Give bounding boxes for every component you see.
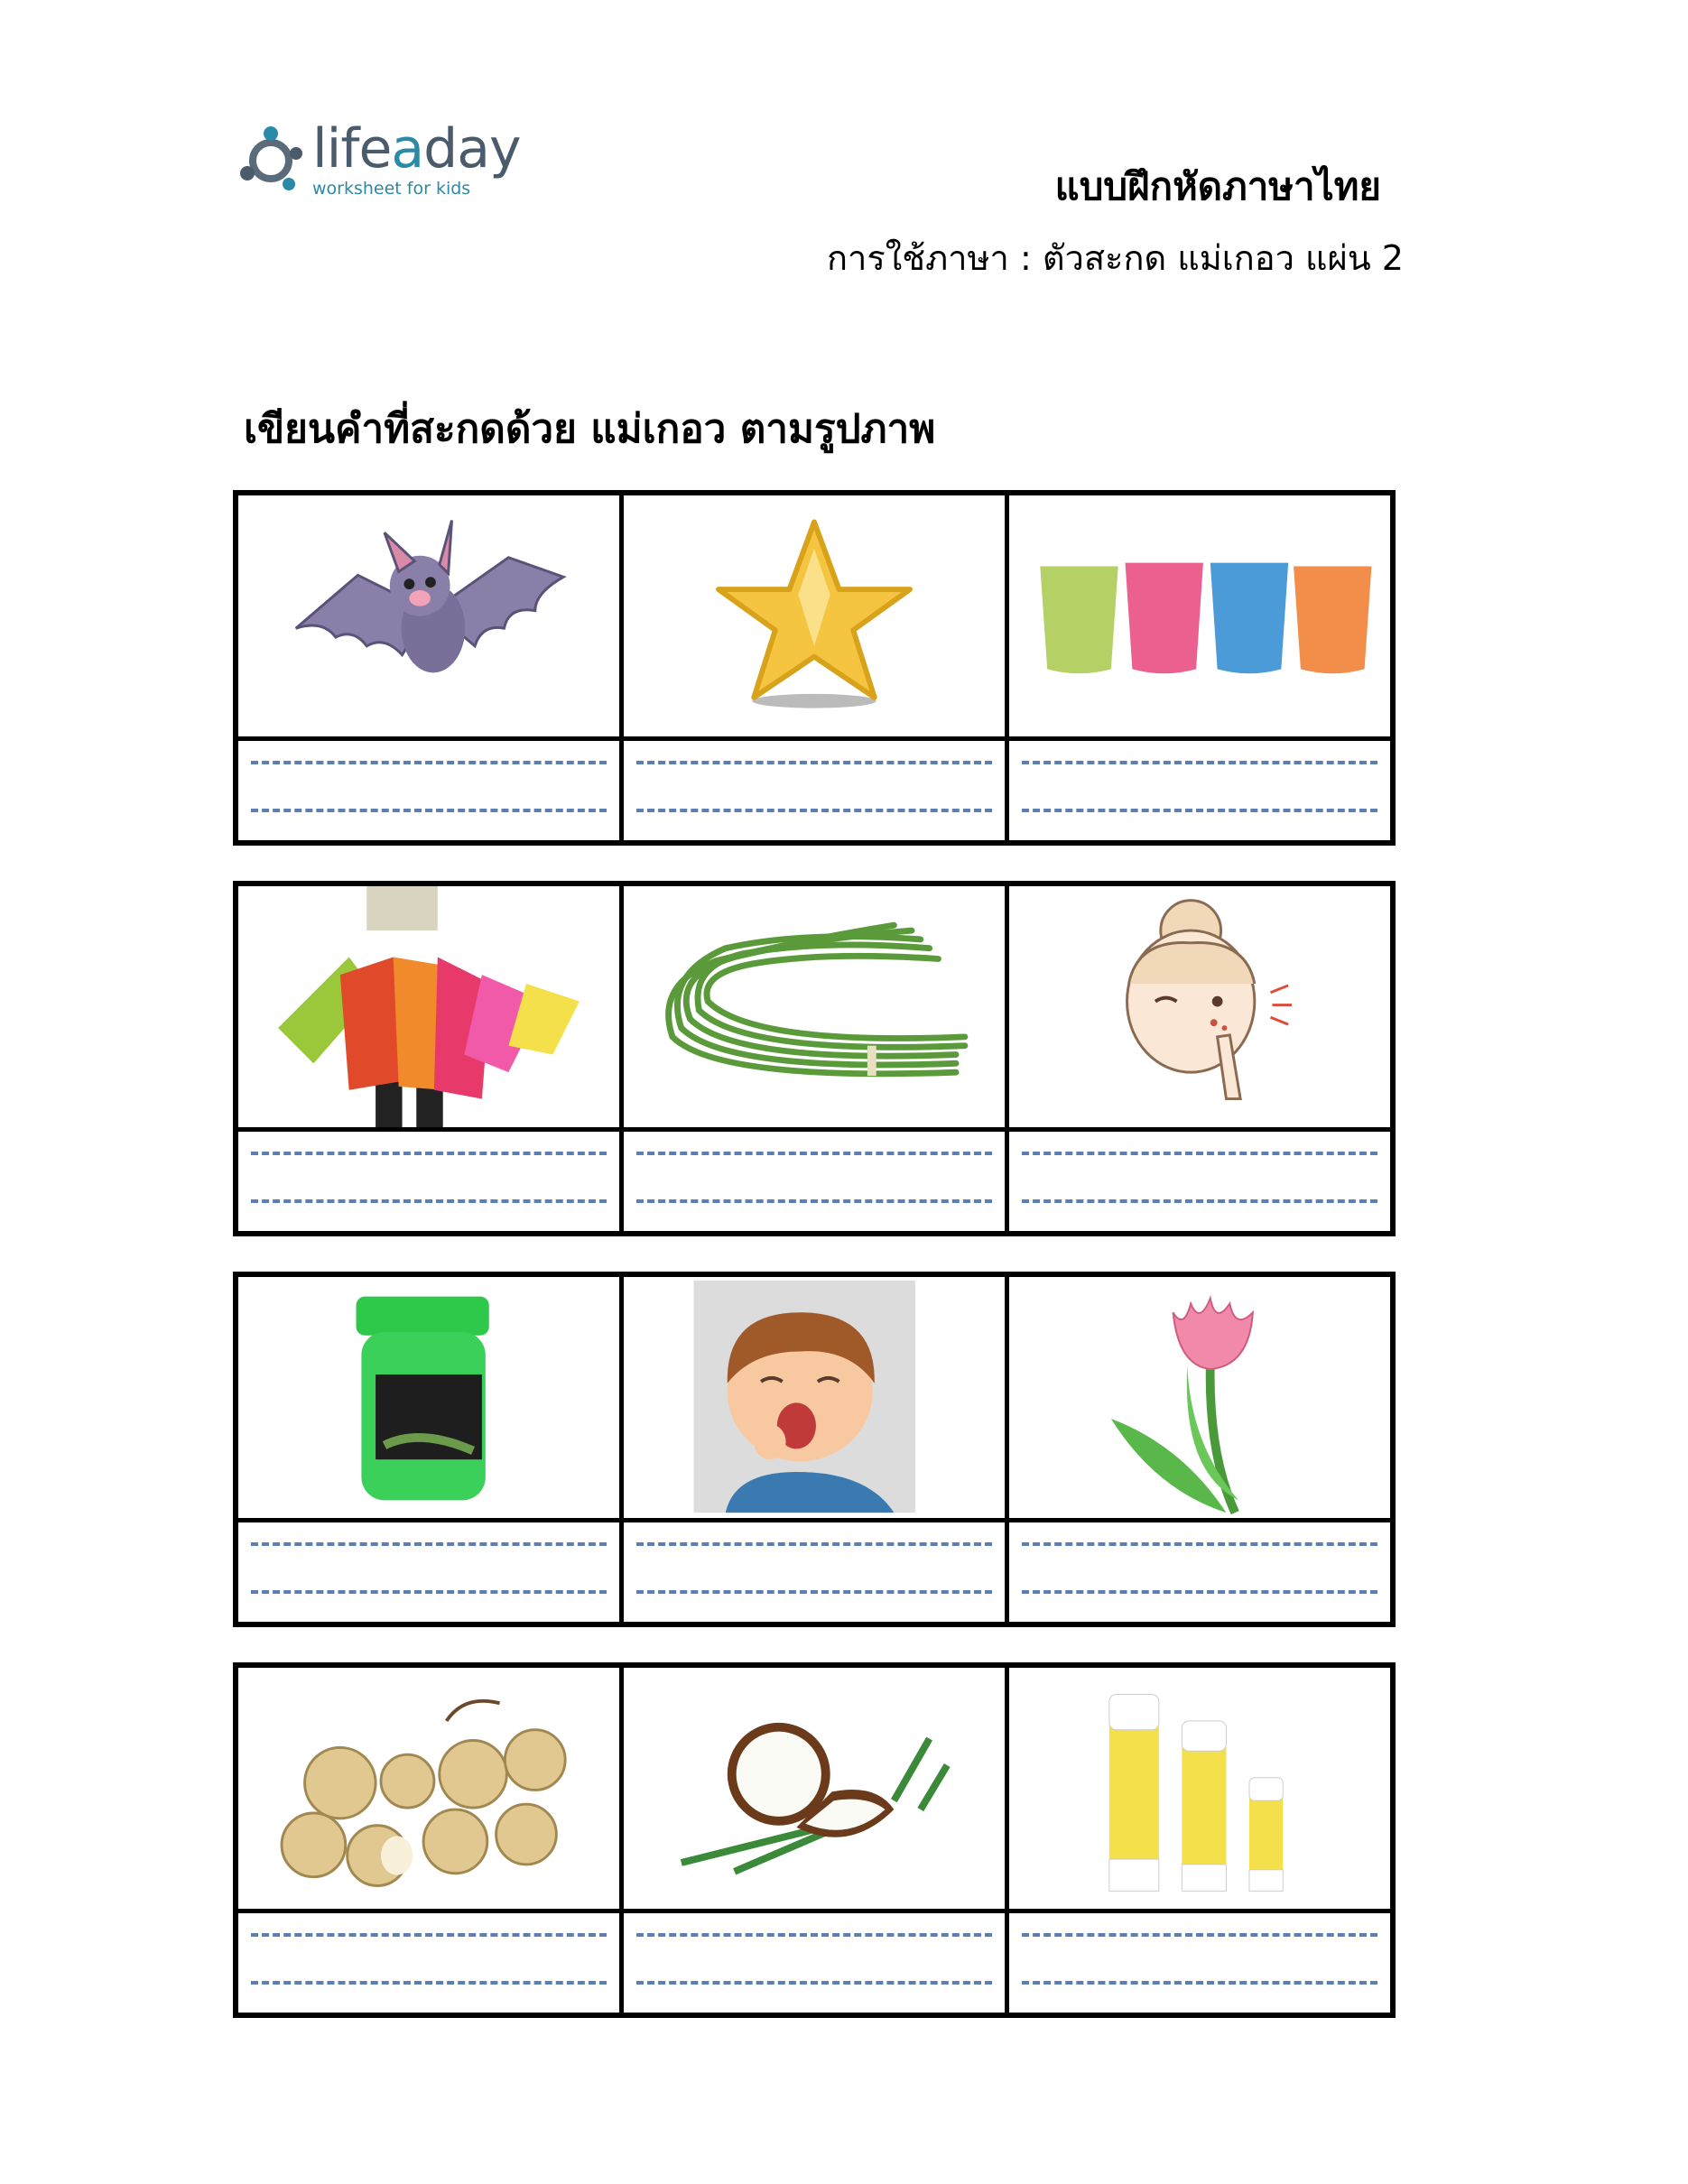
logo-molecule-icon [237, 126, 305, 195]
picture-cell [1009, 1277, 1390, 1622]
picture-cell [1009, 886, 1390, 1231]
answer-lines[interactable] [624, 1132, 1005, 1231]
green-paint-picture [238, 1277, 619, 1522]
answer-lines[interactable] [624, 1913, 1005, 2013]
yawning-boy-picture [624, 1277, 1005, 1522]
answer-line [251, 809, 607, 812]
paint-jar-icon [238, 1277, 619, 1518]
answer-line [1022, 1199, 1377, 1203]
lifeaday-logo [237, 117, 521, 204]
answer-line [251, 1152, 607, 1155]
instruction-heading: เขียนคำที่สะกดด้วย แม่เกอว ตามรูปภาพ [244, 406, 936, 452]
shopping-bags-icon [238, 886, 619, 1127]
picture-cell [238, 1277, 624, 1622]
answer-line [251, 1542, 607, 1546]
picture-cell [624, 1668, 1009, 2013]
glue-sticks-picture [1009, 1668, 1390, 1913]
picture-cell [238, 1668, 624, 2013]
answer-line [1022, 1542, 1377, 1546]
answer-lines[interactable] [1009, 1522, 1390, 1622]
picture-cell [1009, 495, 1390, 840]
worksheet-title: แบบฝึกหัดภาษาไทย [1054, 164, 1381, 208]
answer-lines[interactable] [1009, 1913, 1390, 2013]
picture-cell [624, 495, 1009, 840]
answer-lines[interactable] [1009, 1132, 1390, 1231]
glasses-picture [1009, 495, 1390, 741]
shopping-bags-picture [238, 886, 619, 1132]
answer-line [636, 1590, 992, 1594]
answer-line [636, 1199, 992, 1203]
answer-line [636, 1933, 992, 1937]
glue-sticks-icon [1009, 1668, 1390, 1909]
answer-lines[interactable] [238, 1522, 619, 1622]
picture-row-4 [233, 1662, 1396, 2018]
answer-line [636, 1981, 992, 1985]
jicama-picture [238, 1668, 619, 1913]
tulip-icon [1009, 1277, 1390, 1518]
answer-lines[interactable] [624, 741, 1005, 840]
picture-cell [624, 1277, 1009, 1622]
logo-tagline: worksheet for kids [312, 179, 471, 199]
answer-line [1022, 761, 1377, 764]
answer-line [251, 1933, 607, 1937]
star-icon [624, 495, 1005, 736]
answer-line [636, 761, 992, 764]
logo-name: lifeaday [312, 117, 521, 180]
answer-lines[interactable] [1009, 741, 1390, 840]
tulip-picture [1009, 1277, 1390, 1522]
answer-line [251, 1981, 607, 1985]
coconut-picture [624, 1668, 1005, 1913]
answer-line [251, 761, 607, 764]
picture-cell [238, 886, 624, 1231]
girl-with-pimple-icon [1009, 886, 1390, 1127]
picture-row-2 [233, 881, 1396, 1236]
long-beans-picture [624, 886, 1005, 1132]
answer-line [1022, 1981, 1377, 1985]
picture-row-3 [233, 1272, 1396, 1627]
picture-cell [1009, 1668, 1390, 2013]
answer-lines[interactable] [238, 1132, 619, 1231]
answer-lines[interactable] [238, 741, 619, 840]
picture-row-1 [233, 490, 1396, 846]
answer-line [1022, 1933, 1377, 1937]
answer-lines[interactable] [624, 1522, 1005, 1622]
answer-line [1022, 809, 1377, 812]
coconut-icon [624, 1668, 1005, 1909]
answer-line [251, 1590, 607, 1594]
jicama-tubers-icon [238, 1668, 619, 1909]
star-picture [624, 495, 1005, 741]
worksheet-subtitle: การใช้ภาษา : ตัวสะกด แม่เกอว แผ่น 2 [827, 238, 1404, 278]
picture-cell [238, 495, 624, 840]
answer-line [636, 1152, 992, 1155]
pimple-girl-picture [1009, 886, 1390, 1132]
picture-cell [624, 886, 1009, 1231]
answer-line [636, 1542, 992, 1546]
answer-lines[interactable] [238, 1913, 619, 2013]
answer-line [251, 1199, 607, 1203]
answer-line [1022, 1590, 1377, 1594]
yawning-boy-icon [624, 1277, 1005, 1518]
bat-icon [238, 495, 619, 736]
answer-line [636, 809, 992, 812]
answer-line [1022, 1152, 1377, 1155]
long-beans-icon [624, 886, 1005, 1127]
bat-picture [238, 495, 619, 741]
drinking-glasses-icon [1009, 495, 1390, 736]
